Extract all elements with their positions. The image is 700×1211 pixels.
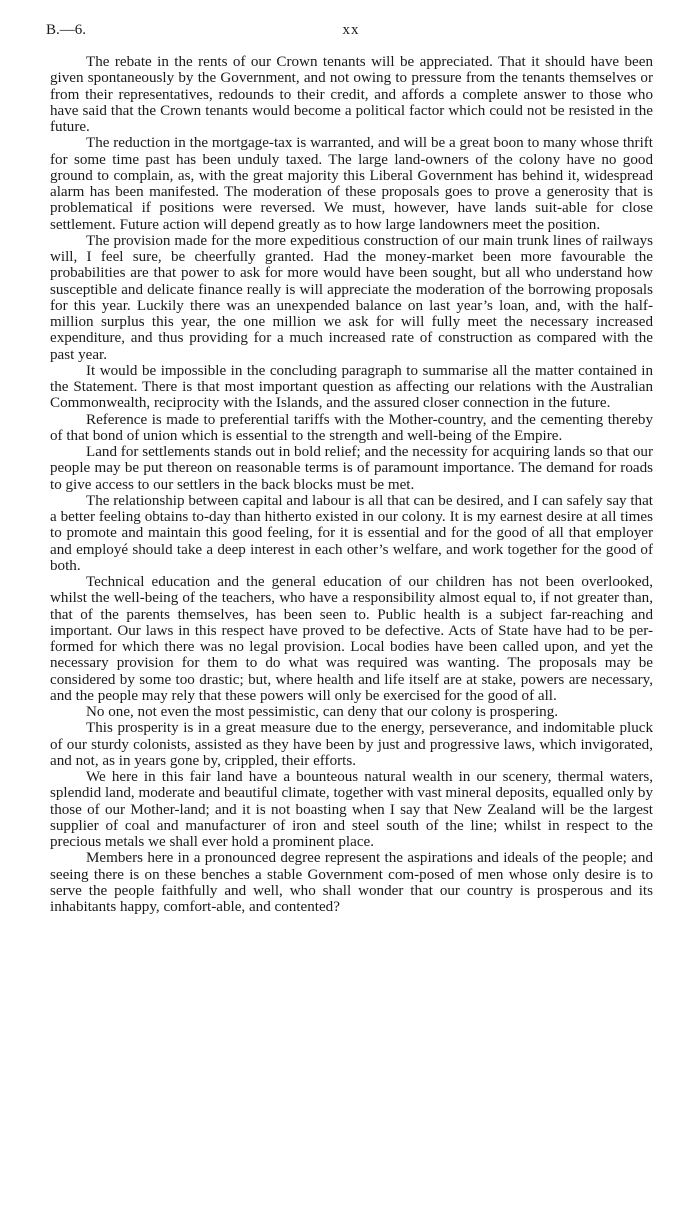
paragraph-natural-wealth: We here in this fair land have a bounteous natural wealth in our scenery, thermal waters, splendid land, moderate and beautiful climate, together with vast mineral deposits, equalled only by those of our Mother-land; and it is not boasting when I say that New Zealand will be the largest supplier of coal and manufacturer of iron and steel south of the line; whilst in respect to the precious metals we shall ever hold a prominent place. (50, 769, 653, 850)
paragraph-railways: The provision made for the more expeditious construction of our main trunk lines of railways will, I feel sure, be cheerfully granted. Had the money-market been more favourable the probabilities are that power to ask for more would have been sought, but all who understand how susceptible and delicate finance really is will appreciate the moderation of the borrowing proposals for this year. Luckily there was an unexpended balance on last year’s loan, and, with the half-million surplus this year, the one million we ask for will fully meet the necessary increased expenditure, and thus providing for a much increased rate of construction as compared with the past year. (50, 232, 653, 363)
paragraph-prosperity-causes: This prosperity is in a great measure due to the energy, perseverance, and indomitable pluck of our sturdy colonists, assisted as they have been by just and progressive laws, which invigorated, and not, as in years gone by, crippled, their efforts. (50, 720, 653, 769)
paragraph-education-health: Technical education and the general education of our children has not been overlooked, whilst the well-being of the teachers, who have a responsibility almost equal to, if not greater than, that of the parents themselves, has been seen to. Public health is a subject far-reaching and important. Our laws in this respect have proved to be defective. Acts of State have had to be per-formed for which there was no legal provision. Local bodies have been called upon, and yet the necessary provision for them to do what was required was wanting. The proposals may be considered by some too drastic; but, where health and life itself are at stake, powers are necessary, and the people may rely that these powers will only be exercised for the good of all. (50, 574, 653, 704)
page-header (46, 22, 656, 42)
page-number: xx (342, 22, 360, 38)
paragraph-preferential-tariffs: Reference is made to preferential tariffs with the Mother-country, and the cementing thereby of that bond of union which is essential to the strength and well-being of the Empire. (50, 411, 653, 444)
paragraph-land-settlements: Land for settlements stands out in bold relief; and the necessity for acquiring lands so that our people may be put thereon on reasonable terms is of paramount importance. The demand for roads to give access to our settlers in the back blocks must be met. (50, 444, 653, 493)
paragraph-capital-labour: The relationship between capital and labour is all that can be desired, and I can safely say that a better feeling obtains to-day than hitherto existed in our colony. It is my earnest desire at all times to promote and maintain this good feeling, for it is essential and for the good of all that employer and employé should take a deep interest in each other’s welfare, and work together for the good of both. (50, 492, 653, 574)
paragraph-statement-summary: It would be impossible in the concluding paragraph to summarise all the matter contained in the Statement. There is that most important question as affecting our relations with the Australian Commonwealth, reciprocity with the Islands, and the assured closer connection in the future. (50, 362, 653, 412)
paragraph-prosperity-statement: No one, not even the most pessimistic, can deny that our colony is prospering. (86, 704, 559, 720)
body-text (50, 54, 653, 915)
paragraph-crown-tenants-rebate: The rebate in the rents of our Crown tenants will be appreciated. That it should have been given spontaneously by the Government, and not owing to pressure from the tenants themselves or from their representatives, redounds to their credit, and affords a complete answer to those who have said that the Crown tenants would become a political factor which could not be resisted in the future. (50, 54, 653, 135)
paragraph-members-conclusion: Members here in a pronounced degree represent the aspirations and ideals of the people; and seeing there is on these benches a stable Government com-posed of men whose only desire is to serve the people faithfully and well, who shall wonder that our country is prosperous and its inhabitants happy, comfort-able, and contented? (50, 850, 653, 915)
paragraph-mortgage-tax: The reduction in the mortgage-tax is warranted, and will be a great boon to many whose thrift for some time past has been unduly taxed. The large land-owners of the colony have no good ground to complain, as, with the great majority this Liberal Government has behind it, widespread alarm has been manifested. The moderation of these proposals goes to prove a generosity that is problematical if positions were reversed. We must, however, have lands suit-able for close settlement. Future action will depend greatly as to how large landowners meet the position. (50, 135, 653, 233)
document-reference: B.—6. (46, 22, 87, 38)
